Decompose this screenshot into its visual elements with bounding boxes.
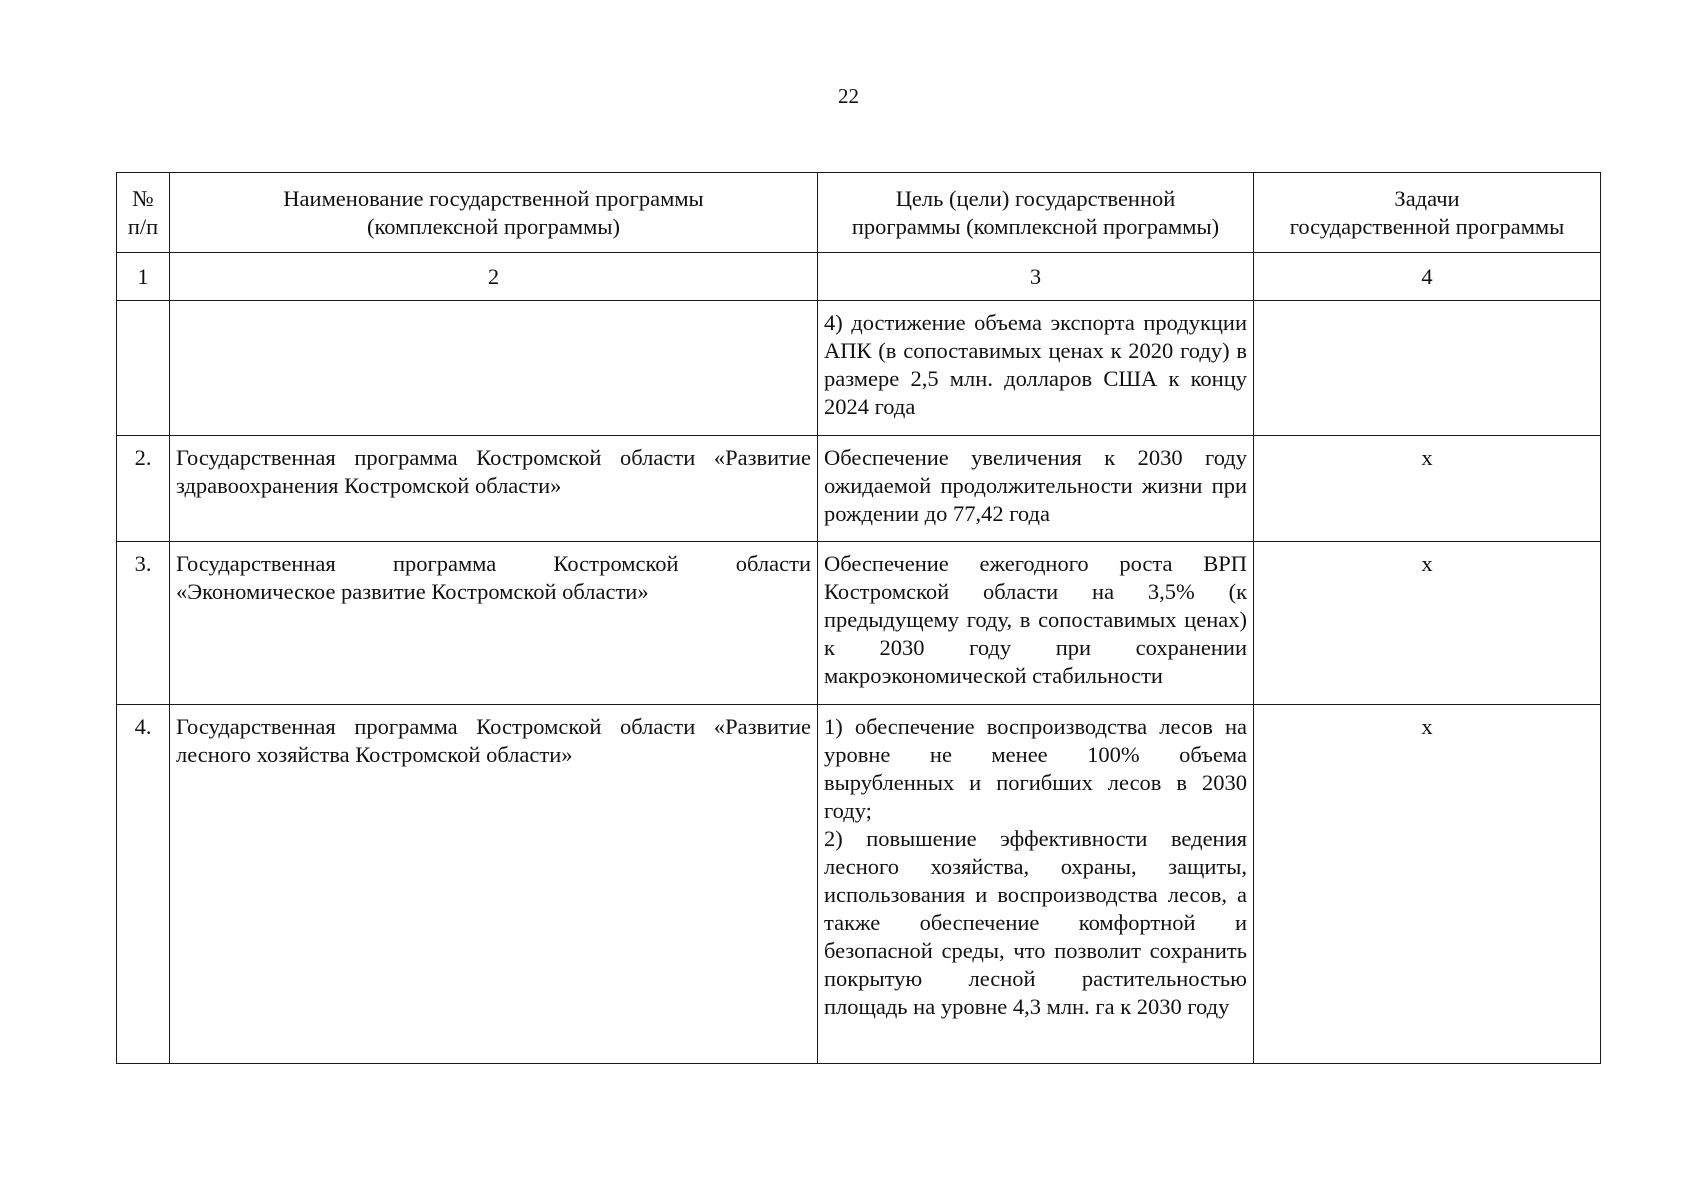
program-tasks: х <box>1254 705 1601 1064</box>
program-name <box>170 301 818 436</box>
page-number: 22 <box>838 84 859 108</box>
goal-item: Обеспечение ежегодного роста ВРП Костромской области на 3,5% (к предыдущему году, в сопоставимых ценах) к 2030 году при сохранении макроэкономической стабильности <box>824 551 1247 688</box>
header-program-name: Наименование государственной программы (комплексной программы) <box>170 173 818 253</box>
header-number: № п/п <box>117 173 170 253</box>
row-number: 3. <box>117 542 170 705</box>
table-row <box>117 705 1601 1064</box>
table-row <box>117 436 1601 542</box>
table-row <box>117 542 1601 705</box>
programs-table <box>116 172 1601 1064</box>
column-number: 3 <box>818 253 1254 301</box>
column-number-row <box>117 253 1601 301</box>
column-number: 4 <box>1254 253 1601 301</box>
program-goals <box>818 705 1254 1064</box>
column-number: 2 <box>170 253 818 301</box>
program-tasks: х <box>1254 436 1601 542</box>
program-name: Государственная программа Костромской области «Экономическое развитие Костромской области» <box>170 542 818 705</box>
program-tasks: х <box>1254 542 1601 705</box>
header-program-goals: Цель (цели) государственной программы (комплексной программы) <box>818 173 1254 253</box>
column-number: 1 <box>117 253 170 301</box>
program-goals <box>818 542 1254 705</box>
program-goals <box>818 301 1254 436</box>
goal-item: 2) повышение эффективности ведения лесного хозяйства, охраны, защиты, использования и воспроизводства лесов, а также обеспечение комфортной и безопасной среды, что позволит сохранить покрытую лесной растительностью площадь на уровне 4,3 млн. га к 2030 году <box>824 826 1247 1019</box>
row-number: 4. <box>117 705 170 1064</box>
goal-item: 1) обеспечение воспроизводства лесов на уровне не менее 100% объема вырубленных и погибших лесов в 2030 году; <box>824 714 1247 823</box>
goal-item: 4) достижение объема экспорта продукции АПК (в сопоставимых ценах к 2020 году) в размере 2,5 млн. долларов США к концу 2024 года <box>824 310 1247 419</box>
program-name: Государственная программа Костромской области «Развитие лесного хозяйства Костромской области» <box>170 705 818 1064</box>
program-name: Государственная программа Костромской области «Развитие здравоохранения Костромской области» <box>170 436 818 542</box>
program-goals <box>818 436 1254 542</box>
program-tasks <box>1254 301 1601 436</box>
header-program-tasks: Задачи государственной программы <box>1254 173 1601 253</box>
row-number: 2. <box>117 436 170 542</box>
table-header-row <box>117 173 1601 253</box>
goal-item: Обеспечение увеличения к 2030 году ожидаемой продолжительности жизни при рождении до 77,42 года <box>824 445 1247 526</box>
row-number <box>117 301 170 436</box>
table-row <box>117 301 1601 436</box>
